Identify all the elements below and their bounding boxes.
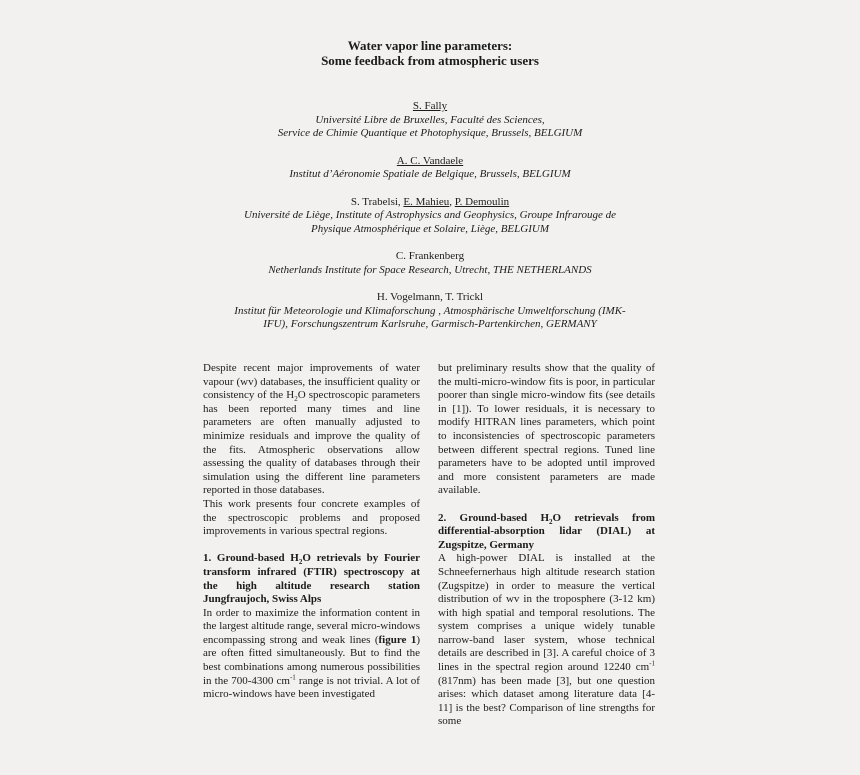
author-block-vogelmann xyxy=(180,291,680,332)
continued-paragraph: but preliminary results show that the quality of the multi-micro-window fits is poor, in particular poorer than single micro-window fits (see details in [1]). To lower residuals, it is necessary to modify HITRAN lines parameters, which point to inconsistencies of spectroscopic parameters between different spectral regions. Tuned line parameters have to be adopted until improved and more consistent parameters are made available. xyxy=(438,362,655,497)
section-2-heading: 2. Ground-based $H_2O$ retrievals from differential-absorption lidar (DIAL) at Zugspitze, Germany xyxy=(438,511,655,551)
author-block-fally xyxy=(180,100,680,141)
author-name-demoulin: P. Demoulin xyxy=(454,195,510,208)
author-list xyxy=(180,100,680,346)
author-block-liege: S. Trabelsi, E. Mahieu, P. Demoulin Université de Liège, Institute of Astrophysics and Geophysics, Groupe Infrarouge de Physique Atmosphérique et Solaire, Liège, BELGIUM xyxy=(180,196,680,237)
right-column xyxy=(438,362,655,729)
paper-title xyxy=(0,38,860,68)
author-block-vandaele xyxy=(180,155,680,182)
affiliation-line: Institut d’Aéronomie Spatiale de Belgique, Brussels, BELGIUM xyxy=(289,168,571,181)
affiliation-line: Service de Chimie Quantique et Photophysique, Brussels, BELGIUM xyxy=(277,127,583,140)
author-name-vandaele: A. C. Vandaele xyxy=(396,154,464,167)
section-1-heading: 1. Ground-based $H_2O$ retrievals by Fourier transform infrared (FTIR) spectroscopy at the high altitude research station Jungfraujoch, Swiss Alps xyxy=(203,552,420,606)
affiliation-line: IFU), Forschungszentrum Karlsruhe, Garmisch-Partenkirchen, GERMANY xyxy=(263,318,597,331)
author-block-frankenberg xyxy=(180,250,680,277)
section-1-body: In order to maximize the information content in the largest altitude range, several micro-windows encompassing strong and weak lines (figure 1) are often fitted simultaneously. But to find the best combinations among numerous possibilities in the 700-4300 $cm^{-1}$ range is not trivial. A lot of micro-windows have been investigated xyxy=(203,606,421,701)
intro-paragraph-2: This work presents four concrete examples of the spectroscopic problems and proposed improvements in various spectral regions. xyxy=(203,497,420,538)
author-name-frankenberg: C. Frankenberg xyxy=(395,250,465,263)
affiliation-line: Institut für Meteorologie und Klimaforschung , Atmosphärische Umweltforschung (IMK- xyxy=(234,304,626,317)
author-name-trabelsi: S. Trabelsi, xyxy=(350,195,404,208)
author-name-fally: S. Fally xyxy=(412,100,448,112)
affiliation-line: Université de Liège, Institute of Astrophysics and Geophysics, Groupe Infrarouge de xyxy=(244,209,616,222)
affiliation-line: Netherlands Institute for Space Research, Utrecht, THE NETHERLANDS xyxy=(268,263,592,276)
author-name-vogelmann-trickl: H. Vogelmann, T. Trickl xyxy=(376,291,484,304)
figure-1-reference[interactable]: figure 1 xyxy=(378,633,417,646)
left-column xyxy=(203,362,420,702)
affiliation-line: Physique Atmosphérique et Solaire, Liège, BELGIUM xyxy=(311,222,549,235)
section-2-body: A high-power DIAL is installed at the Schneefernerhaus high altitude research station (Zugspitze) in order to measure the vertical distribution of wv in the troposphere (3-12 km) with high spatial and temporal resolutions. The system comprises a unique widely tunable narrow-band laser system, whose technical details are described in [3]. A careful choice of 3 lines in the spectral region around 12240 $cm^{-1}$ (817nm) has been made [3], but one question arises: which dataset among literature data [4-11] is the best? Comparison of line strengths for some xyxy=(438,552,655,728)
title-line-2: Some feedback from atmospheric users xyxy=(321,53,539,68)
affiliation-line: Université Libre de Bruxelles, Faculté des Sciences, xyxy=(315,113,545,126)
title-line-1: Water vapor line parameters: xyxy=(347,38,513,53)
intro-paragraph-1: Despite recent major improvements of water vapour (wv) databases, the insufficient quality or consistency of the $H_2O$ spectroscopic parameters has been reported many times and line parameters are often manually adjusted to minimize residuals and improve the quality of the fits. Atmospheric observations allow assessing the quality of databases through their simulation using the different line parameters reported in those databases. xyxy=(203,362,421,497)
author-name-mahieu: E. Mahieu xyxy=(403,195,450,208)
